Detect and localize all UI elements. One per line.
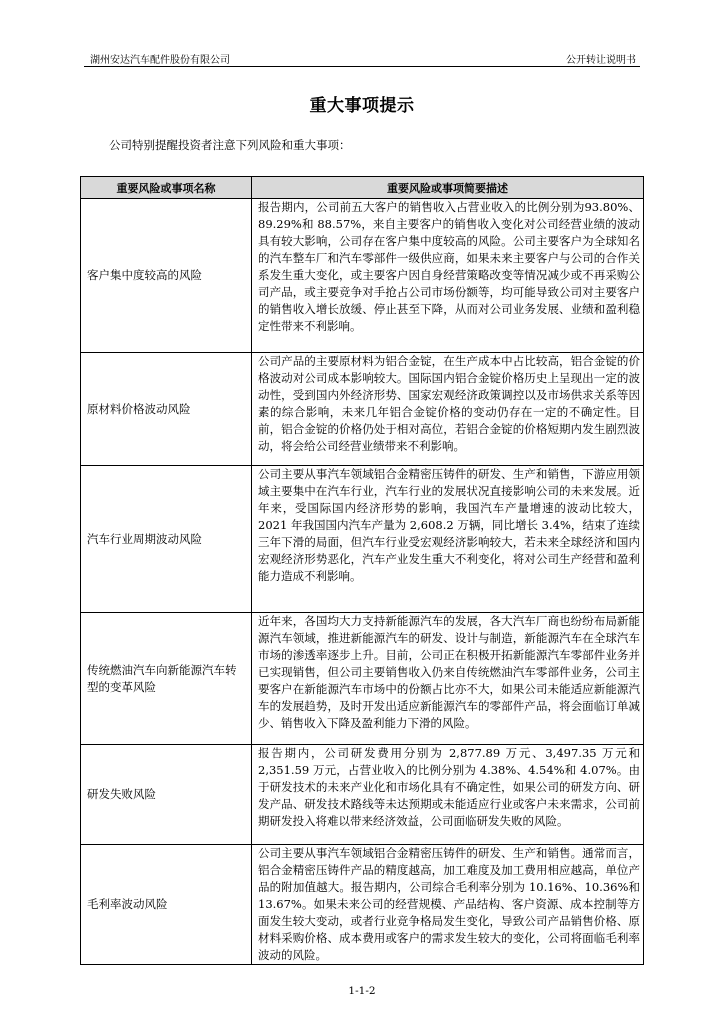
table-row — [81, 745, 644, 845]
risk-desc: 报告期内，公司研发费用分别为 2,877.89 万元、3,497.35 万元和2,351.59 万元，占营业收入的比例分别为 4.38%、4.54%和 4.07%。由于研发技术的未来产业化和市场化具有不确定性，如果公司的研发方向、研发产品、研发技术路线等未达预期或未能适应行业或客户未来需求，公司前期研发投入将难以带来经济效益，公司面临研发失败的风险。 — [252, 745, 644, 845]
risk-name: 研发失败风险 — [81, 745, 252, 845]
risk-desc: 公司主要从事汽车领域铝合金精密压铸件的研发、生产和销售，下游应用领域主要集中在汽车行业，汽车行业的发展状况直接影响公司的未来发展。近年来，受国际国内经济形势的影响，我国汽车产量增速的波动比较大，2021 年我国国内汽车产量为 2,608.2 万辆，同比增长 3.4%，结束了连续三年下滑的局面，但汽车行业受宏观经济影响较大，若未来全球经济和国内宏观经济形势恶化，汽车产业发生重大不利变化，将对公司生产经营和盈利能力造成不利影响。 — [252, 466, 644, 613]
risk-name: 汽车行业周期波动风险 — [81, 466, 252, 613]
risk-table — [80, 176, 644, 965]
risk-name: 毛利率波动风险 — [81, 845, 252, 965]
page-title: 重大事项提示 — [309, 96, 415, 116]
risk-name: 客户集中度较高的风险 — [81, 199, 252, 353]
table-row — [81, 466, 644, 613]
table-row — [81, 613, 644, 745]
col-header-desc: 重要风险或事项简要描述 — [252, 177, 644, 199]
intro-text: 公司特别提醒投资者注意下列风险和重大事项： — [109, 138, 351, 152]
page-header — [84, 50, 640, 67]
risk-name: 原材料价格波动风险 — [81, 353, 252, 466]
header-doc-type: 公开转让说明书 — [566, 55, 636, 66]
table-row — [81, 353, 644, 466]
table-row — [81, 845, 644, 965]
risk-desc: 近年来，各国均大力支持新能源汽车的发展，各大汽车厂商也纷纷布局新能源汽车领域，推进新能源汽车的研发、设计与制造，新能源汽车在全球汽车市场的渗透率逐步上升。目前，公司正在积极开拓新能源汽车零部件业务并已实现销售，但公司主要销售收入仍来自传统燃油汽车零部件业务，公司主要客户在新能源汽车市场中的份额占比亦不大，如果公司未能适应新能源汽车的发展趋势，及时开发出适应新能源汽车的零部件产品，将会面临订单减少、销售收入下降及盈利能力下滑的风险。 — [252, 613, 644, 745]
header-company: 湖州安达汽车配件股份有限公司 — [90, 55, 230, 66]
page-number: 1-1-2 — [348, 985, 376, 997]
risk-desc: 公司主要从事汽车领域铝合金精密压铸件的研发、生产和销售。通常而言，铝合金精密压铸件产品的精度越高，加工难度及加工费用相应越高，单位产品的附加值越大。报告期内，公司综合毛利率分别为 10.16%、10.36%和 13.67%。如果未来公司的经营规模、产品结构、客户资源、成本控制等方面发生较大变动，或者行业竞争格局发生变化，导致公司产品销售价格、原材料采购价格、成本费用或客户的需求发生较大的变化，公司将面临毛利率波动的风险。 — [252, 845, 644, 965]
table-header-row — [81, 177, 644, 199]
risk-name: 传统燃油汽车向新能源汽车转型的变革风险 — [81, 613, 252, 745]
risk-desc: 报告期内，公司前五大客户的销售收入占营业收入的比例分别为93.80%、89.29%和 88.57%，来自主要客户的销售收入变化对公司经营业绩的波动具有较大影响，公司存在客户集中度较高的风险。公司主要客户为全球知名的汽车整车厂和汽车零部件一级供应商，如果未来主要客户与公司的合作关系发生重大变化，或主要客户因自身经营策略改变等情况减少或不再采购公司产品，或主要竞争对手抢占公司市场份额等，均可能导致公司对主要客户的销售收入增长放缓、停止甚至下降，从而对公司业务发展、业绩和盈利稳定性带来不利影响。 — [252, 199, 644, 353]
col-header-name: 重要风险或事项名称 — [81, 177, 252, 199]
table-row — [81, 199, 644, 353]
risk-desc: 公司产品的主要原材料为铝合金锭，在生产成本中占比较高，铝合金锭的价格波动对公司成本影响较大。国际国内铝合金锭价格历史上呈现出一定的波动性，受到国内外经济形势、国家宏观经济政策调控以及市场供求关系等因素的综合影响，未来几年铝合金锭价格的变动仍存在一定的不确定性。目前，铝合金锭的价格仍处于相对高位，若铝合金锭的价格短期内发生剧烈波动，将会给公司经营业绩带来不利影响。 — [252, 353, 644, 466]
